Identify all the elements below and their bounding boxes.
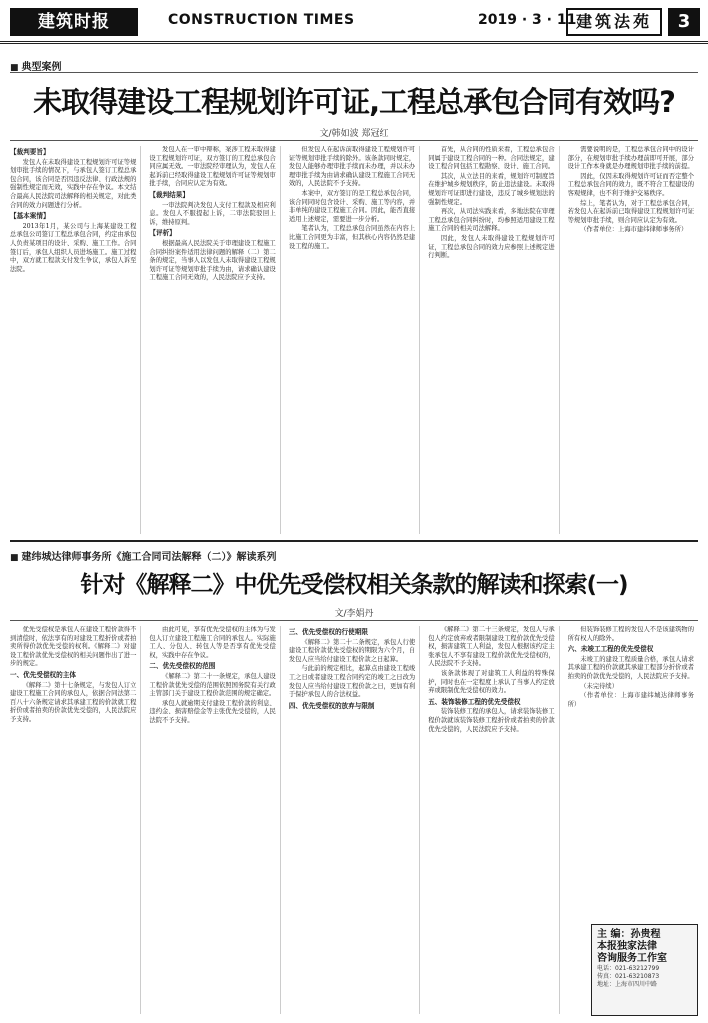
legal-consulting-ad: [591, 924, 698, 1016]
article1-byline: 文/韩如波 郑冠红: [319, 129, 389, 139]
subheading: 【基本案情】: [10, 212, 50, 221]
paragraph: 首先，从合同的性质来看，工程总承包合同属于建设工程合同的一种。合同法规定，建设工程合同包括工程勘察、设计、施工合同。: [428, 146, 555, 171]
article1-column: [428, 146, 559, 534]
article2-column: [149, 626, 280, 1014]
article2-column: [428, 626, 559, 1014]
paragraph: 再次，从司法实践来看，多地法院在审理工程总承包合同纠纷时，均参照适用建设工程施工合同的相关司法解释。: [428, 208, 555, 233]
ad-phone: 电话：021-63212799: [597, 965, 660, 972]
paragraph: 2013年1月，某公司与上海某建设工程总承包公司签订工程总承包合同，约定由承包人负责某项目的设计、采购、施工工作。合同签订后，承包人组织人员进场施工。施工过程中，双方就工程款支付发生争议，承包人诉至法院。: [10, 222, 137, 273]
paragraph: 发包人在一审中辩称，案涉工程未取得建设工程规划许可证，双方签订的工程总承包合同应属无效。一审法院经审理认为，发包人在起诉前已经取得建设工程规划许可证等规划审批手续，合同应认定为有效。: [149, 146, 276, 188]
subheading: 二、优先受偿权的范围: [149, 662, 216, 671]
subheading: 三、优先受偿权的行使期限: [288, 628, 368, 636]
section-divider: [10, 540, 698, 542]
divider: [10, 72, 698, 73]
paragraph: 本案中，双方签订的是工程总承包合同，该合同同时包含设计、采购、施工等内容，并非单纯的建设工程施工合同。因此，能否直接适用上述规定，需要进一步分析。: [288, 189, 416, 223]
ad-host: 主 编：孙贵程: [597, 929, 661, 940]
divider: [10, 620, 698, 621]
paragraph: 优先受偿权是承包人在建设工程价款得不到清偿时，依法享有的对建设工程折价或者拍卖所得价款优先受偿的权利。《解释二》对建设工程价款优先受偿权的相关问题作出了进一步的规定。: [10, 626, 137, 668]
article2-column: [568, 626, 698, 920]
paragraph: 需要说明的是，工程总承包合同中的设计部分，在规划审批手续办理前即可开展，部分设计工作本身就是办理规划审批手续的前提。: [567, 146, 695, 171]
article2-column: [10, 626, 141, 1014]
subheading: 六、未竣工工程的优先受偿权: [567, 645, 654, 654]
divider: [10, 140, 698, 141]
paragraph: 《解释二》第二十一条规定，承包人建设工程价款优先受偿的范围依照国务院有关行政主管部门关于建设工程价款范围的规定确定。: [149, 672, 276, 698]
article1-category: ■ 典型案例: [10, 58, 62, 73]
paragraph: 笔者认为，工程总承包合同虽然在内容上比施工合同更为丰富，但其核心内容仍然是建设工程的施工。: [288, 225, 416, 250]
paragraph: 该条款体现了对建筑工人利益的特殊保护，同时也在一定程度上承认了当事人约定放弃或限制优先受偿权的效力。: [428, 669, 555, 695]
paragraph: 根据最高人民法院关于审理建设工程施工合同纠纷案件适用法律问题的解释（二）第二条的规定，当事人以发包人未取得建设工程规划许可证等规划审批手续为由，请求确认建设工程施工合同无效的，人民法院应予支持。: [149, 239, 276, 282]
article1-column: [10, 146, 141, 534]
paragraph: 与此前的规定相比，起算点由建设工程竣工之日或者建设工程合同约定的竣工之日改为发包人应当给付建设工程价款之日，更加有利于保护承包人的合法权益。: [288, 665, 416, 699]
subheading: 一、优先受偿权的主体: [10, 670, 76, 679]
subheading: 【裁判结果】: [149, 190, 189, 199]
subheading: 四、优先受偿权的放弃与限制: [288, 701, 375, 710]
ad-fax: 传真：021-63210873: [597, 973, 660, 980]
article2-column: [289, 626, 420, 1014]
paragraph: 未竣工的建设工程质量合格，承包人请求其承建工程的价款就其承建工程部分折价或者拍卖的价款优先受偿的，人民法院应予支持。: [567, 655, 695, 680]
section-title: 建筑法苑: [566, 8, 662, 36]
paragraph: 但装饰装修工程的发包人不是该建筑物的所有权人的除外。: [567, 626, 695, 642]
article1-headline: 未取得建设工程规划许可证,工程总承包合同有效吗?: [33, 85, 675, 119]
subheading: 五、装饰装修工程的优先受偿权: [428, 697, 521, 706]
paragraph: 承包人就逾期支付建设工程价款的利息、违约金、损害赔偿金等主张优先受偿的，人民法院不予支持。: [149, 699, 276, 724]
issue-date: 2019 · 3 · 11: [478, 12, 577, 28]
paragraph: 因此，仅因未取得规划许可证而否定整个工程总承包合同的效力，既不符合工程建设的客观规律，也不利于维护交易秩序。: [567, 172, 695, 197]
article1-body: [10, 146, 698, 534]
article2-category: ■ 建纬城达律师事务所《施工合同司法解释（二）》解读系列: [10, 548, 277, 563]
paragraph: 综上，笔者认为，对于工程总承包合同，若发包人在起诉前已取得建设工程规划许可证等规划审批手续，则合同应认定为有效。: [567, 199, 695, 224]
paragraph: 装饰装修工程的承包人，请求装饰装修工程价款就该装饰装修工程折价或者拍卖的价款优先受偿的，人民法院应予支持。: [428, 708, 555, 733]
newspaper-logo: 建筑时报: [10, 8, 138, 36]
paragraph: 但发包人在起诉前取得建设工程规划许可证等规划审批手续的除外。该条款同时规定，发包人能够办理审批手续而未办理，并以未办理审批手续为由请求确认建设工程施工合同无效的，人民法院不予支持。: [288, 146, 416, 188]
article1-column: [568, 146, 698, 534]
paper-name-en: CONSTRUCTION TIMES: [168, 12, 355, 28]
masthead: [0, 0, 708, 44]
page-number: 3: [668, 8, 700, 36]
paragraph: 《解释二》第十七条规定，与发包人订立建设工程施工合同的承包人，依据合同法第二百八十六条规定请求其承建工程的价款就工程折价或者拍卖的价款优先受偿的，人民法院应予支持。: [10, 681, 137, 723]
ad-address: 地址：上海市四川中路: [597, 981, 658, 988]
ad-subtitle: 咨询服务工作室: [597, 953, 667, 964]
paragraph: 发包人在未取得建设工程规划许可证等规划审批手续的情况下，与承包人签订工程总承包合同，该合同是否因违反法律、行政法规的强制性规定而无效，实践中存在争议。本文结合最高人民法院司法解释的相关规定，对此类合同的效力问题进行分析。: [10, 158, 137, 209]
paragraph: （作者单位：上海市建纬律师事务所）: [580, 226, 688, 234]
subheading: 【裁判要旨】: [10, 148, 50, 156]
paragraph: 因此，发包人未取得建设工程规划许可证，工程总承包合同的效力应参照上述规定进行判断。: [428, 234, 555, 260]
subheading: 【评析】: [149, 229, 176, 238]
article1-column: [149, 146, 280, 534]
paragraph: （未完待续）: [580, 682, 618, 690]
paragraph: 一审法院判决发包人支付工程款及相应利息。发包人不服提起上诉，二审法院驳回上诉，维持原判。: [149, 201, 276, 226]
article2-headline: 针对《解释二》中优先受偿权相关条款的解读和探索(一): [80, 572, 628, 598]
paragraph: 《解释二》第二十三条规定，发包人与承包人约定放弃或者限制建设工程价款优先受偿权，损害建筑工人利益，发包人根据该约定主张承包人不享有建设工程价款优先受偿权的，人民法院不予支持。: [428, 626, 555, 668]
paragraph: （作者单位：上海市建纬城达律师事务所）: [567, 692, 695, 708]
article2-byline: 文/李娟丹: [334, 609, 374, 619]
article1-column: [289, 146, 420, 534]
paragraph: 由此可见，享有优先受偿权的主体为与发包人订立建设工程施工合同的承包人。实际施工人、分包人、转包人等是否享有优先受偿权，实践中存在争议。: [149, 626, 276, 659]
paragraph: 《解释二》第二十二条规定，承包人行使建设工程价款优先受偿权的期限为六个月，自发包人应当给付建设工程价款之日起算。: [288, 638, 416, 663]
ad-title: 本报独家法律: [597, 941, 657, 952]
paragraph: 其次，从立法目的来看，规划许可制度旨在维护城乡规划秩序，防止违法建设。未取得规划许可证即进行建设，违反了城乡规划法的强制性规定。: [428, 172, 555, 206]
